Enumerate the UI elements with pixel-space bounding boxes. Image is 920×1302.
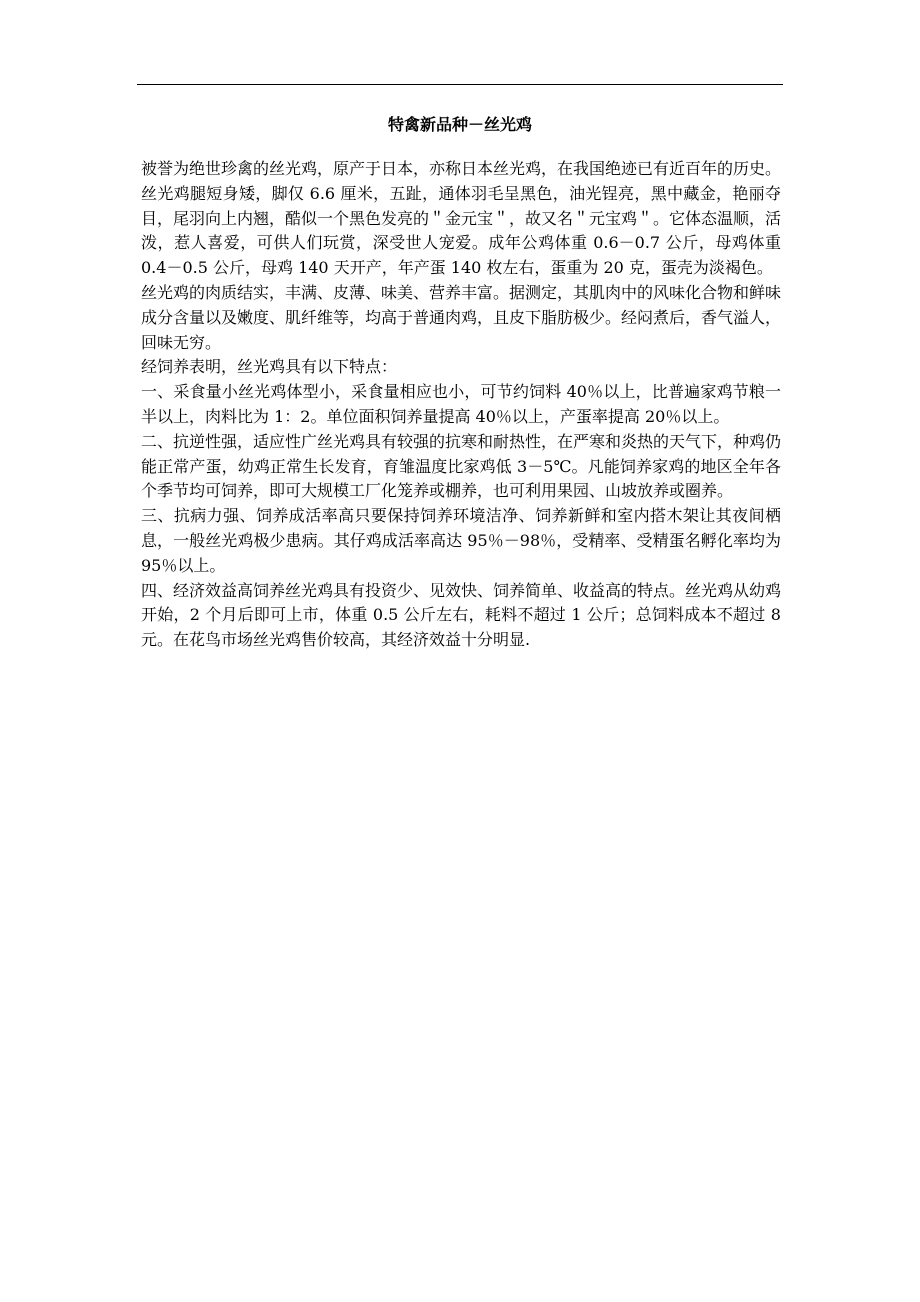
paragraph-intro: 被誉为绝世珍禽的丝光鸡，原产于日本，亦称日本丝光鸡，在我国绝迹已有近百年的历史。 (141, 159, 782, 178)
paragraph-appearance: 丝光鸡腿短身矮，脚仅 6.6 厘米，五趾，通体羽毛呈黑色，油光锃亮，黑中藏金，艳丽夺目，尾羽向上内翘，酷似一个黑色发亮的＂金元宝＂，故又名＂元宝鸡＂。它体态温顺，活泼，惹人喜爱，可供人们玩赏，深受世人宠爱。成年公鸡体重 0.6－0.7 公斤，母鸡体重 0.4－0.5 公斤，母鸡 140 天开产，年产蛋 140 枚左右，蛋重为 20 克，蛋壳为淡褐色。 (141, 183, 782, 278)
paragraph-feature-3: 三、抗病力强、饲养成活率高只要保持饲养环境洁净、饲养新鲜和室内搭木架让其夜间栖息，一般丝光鸡极少患病。其仔鸡成活率高达 95％－98％，受精率、受精蛋名孵化率均为 95％以上。 (141, 506, 781, 575)
paragraph-meat-quality: 丝光鸡的肉质结实，丰满、皮薄、味美、营养丰富。据测定，其肌肉中的风味化合物和鲜味成分含量以及嫩度、肌纤维等，均高于普通肉鸡，且皮下脂肪极少。经闷煮后，香气溢人，回味无穷。 (141, 282, 782, 352)
document-title: 特禽新品种－丝光鸡 (387, 115, 532, 134)
paragraph-feature-4: 四、经济效益高饲养丝光鸡具有投资少、见效快、饲养简单、收益高的特点。丝光鸡从幼鸡开始，2 个月后即可上市，体重 0.5 公斤左右，耗料不超过 1 公斤；总饲料成本不超过 8 元。在花鸟市场丝光鸡售价较高，其经济效益十分明显. (141, 580, 782, 650)
document-body (141, 157, 781, 653)
paragraph-feature-1: 一、采食量小丝光鸡体型小，采食量相应也小，可节约饲料 40％以上，比普遍家鸡节粮一半以上，肉料比为 1：2。单位面积饲养量提高 40％以上，产蛋率提高 20％以上。 (141, 382, 781, 426)
paragraph-features-intro: 经饲养表明，丝光鸡具有以下特点： (141, 357, 398, 377)
paragraph-feature-2: 二、抗逆性强，适应性广丝光鸡具有较强的抗寒和耐热性，在严寒和炎热的天气下，种鸡仍能正常产蛋，幼鸡正常生长发育，育雏温度比家鸡低 3－5℃。凡能饲养家鸡的地区全年各个季节均可饲养，即可大规模工厂化笼养或棚养，也可利用果园、山坡放养或圈养。 (141, 431, 782, 501)
header-rule (137, 84, 783, 85)
